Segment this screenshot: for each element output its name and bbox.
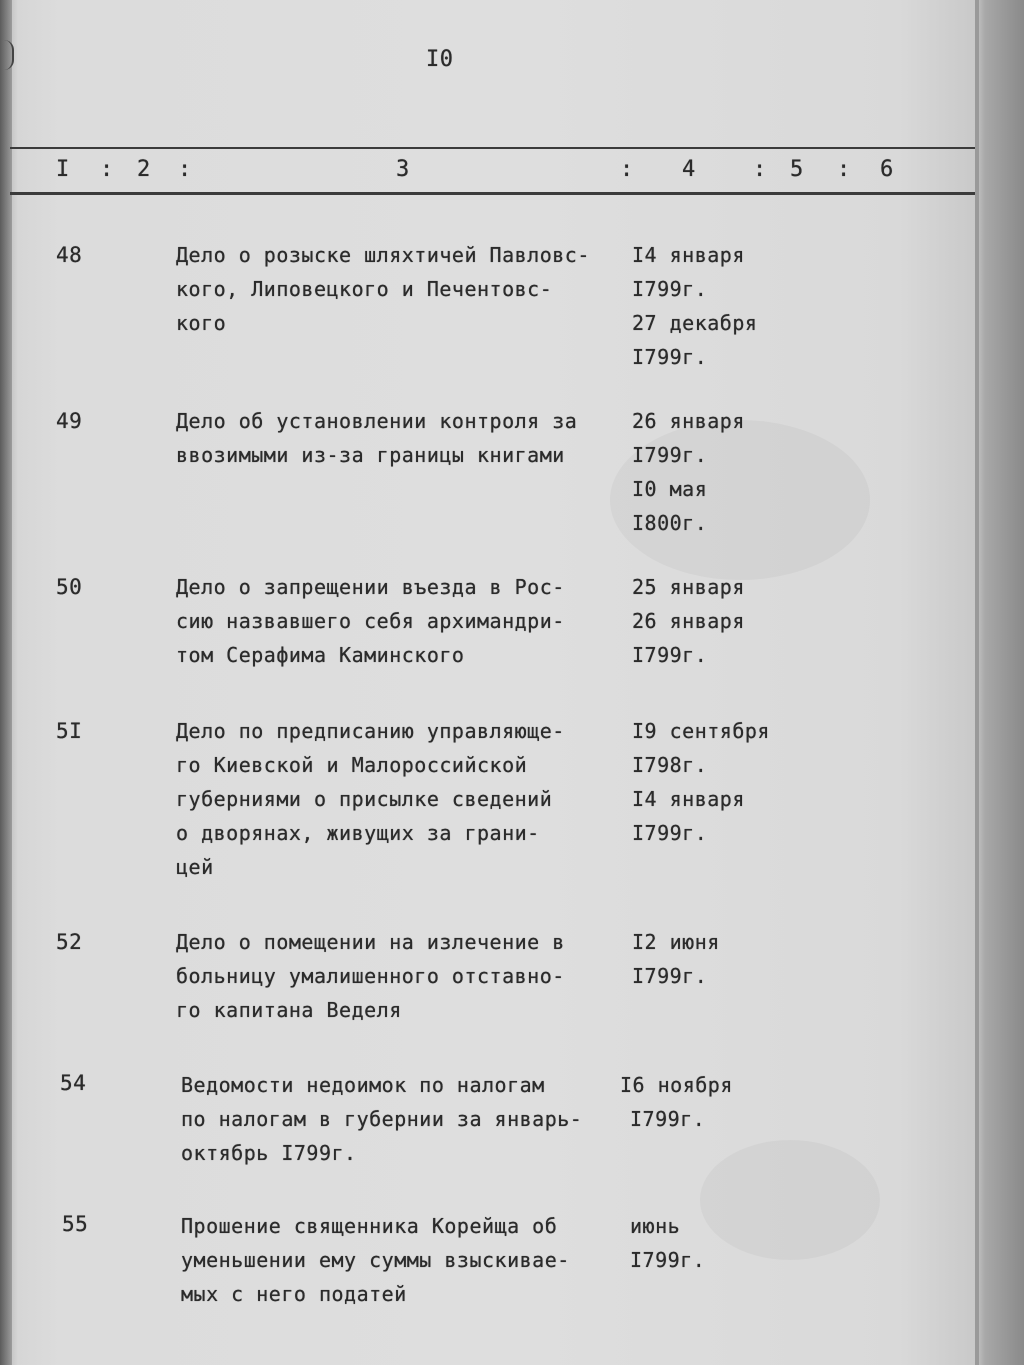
record-date-line: I6 ноября [620, 1073, 733, 1097]
record-description-line: больницу умалишенного отставно- [176, 964, 565, 988]
column-header: 6 [880, 157, 894, 182]
record-description-line: о дворянах, живущих за грани- [176, 821, 540, 845]
record-number: 50 [56, 575, 83, 599]
record-description-line: го Киевской и Малороссийской [176, 753, 528, 777]
record-description-line: октябрь I799г. [181, 1141, 357, 1165]
record-number: 5I [56, 719, 83, 743]
header-rule-bottom [10, 192, 975, 195]
record-date-line: I799г. [630, 1107, 706, 1131]
record-description-line: цей [176, 855, 214, 879]
record-description-line: Дело об установлении контроля за [176, 409, 578, 433]
record-number: 52 [56, 930, 83, 954]
record-description-line: кого, Липовецкого и Печентовс- [176, 277, 553, 301]
column-header: 4 [682, 157, 696, 182]
paper-stain [700, 1140, 880, 1260]
record-date-line: I800г. [632, 511, 708, 535]
header-rule-top [10, 147, 975, 149]
record-date-line: 25 января [632, 575, 745, 599]
column-header: 2 [137, 157, 151, 182]
column-separator: : [100, 157, 114, 182]
column-header: I [56, 157, 70, 182]
binding-edge [0, 0, 12, 1365]
record-date-line: I799г. [632, 345, 708, 369]
record-description-line: ввозимыми из-за границы книгами [176, 443, 565, 467]
record-date-line: I2 июня [632, 930, 720, 954]
record-date-line: I799г. [632, 964, 708, 988]
binding-mark [0, 40, 14, 70]
record-description-line: Ведомости недоимок по налогам [181, 1073, 545, 1097]
record-number: 54 [60, 1071, 87, 1095]
record-date-line: I799г. [632, 821, 708, 845]
record-description-line: Дело о запрещении въезда в Рос- [176, 575, 565, 599]
column-separator: : [753, 157, 767, 182]
column-separator: : [178, 157, 192, 182]
record-date-line: I0 мая [632, 477, 708, 501]
record-date-line: I798г. [632, 753, 708, 777]
column-header: 5 [790, 157, 804, 182]
record-date-line: I4 января [632, 787, 745, 811]
record-number: 48 [56, 243, 83, 267]
record-description-line: мых с него податей [181, 1282, 407, 1306]
record-date-line: 26 января [632, 409, 745, 433]
record-date-line: I799г. [632, 643, 708, 667]
page-number: I0 [426, 47, 454, 72]
record-description-line: губерниями о присылке сведений [176, 787, 553, 811]
record-description-line: Дело о розыске шляхтичей Павловс- [176, 243, 590, 267]
column-header: 3 [396, 157, 410, 182]
record-number: 49 [56, 409, 83, 433]
record-description-line: Прошение священника Корейща об [181, 1214, 558, 1238]
record-description-line: кого [176, 311, 227, 335]
record-date-line: июнь [630, 1214, 681, 1238]
column-separator: : [837, 157, 851, 182]
record-date-line: I799г. [630, 1248, 706, 1272]
record-description-line: Дело по предписанию управляюще- [176, 719, 565, 743]
record-description-line: Дело о помещении на излечение в [176, 930, 565, 954]
record-date-line: I4 января [632, 243, 745, 267]
record-date-line: 26 января [632, 609, 745, 633]
record-date-line: I799г. [632, 277, 708, 301]
record-date-line: I799г. [632, 443, 708, 467]
record-date-line: 27 декабря [632, 311, 758, 335]
record-description-line: го капитана Веделя [176, 998, 402, 1022]
record-date-line: I9 сентября [632, 719, 770, 743]
record-description-line: уменьшении ему суммы взыскивае- [181, 1248, 570, 1272]
column-separator: : [620, 157, 634, 182]
record-description-line: по налогам в губернии за январь- [181, 1107, 583, 1131]
record-description-line: сию назвавшего себя архимандри- [176, 609, 565, 633]
record-number: 55 [62, 1212, 89, 1236]
record-description-line: том Серафима Каминского [176, 643, 465, 667]
